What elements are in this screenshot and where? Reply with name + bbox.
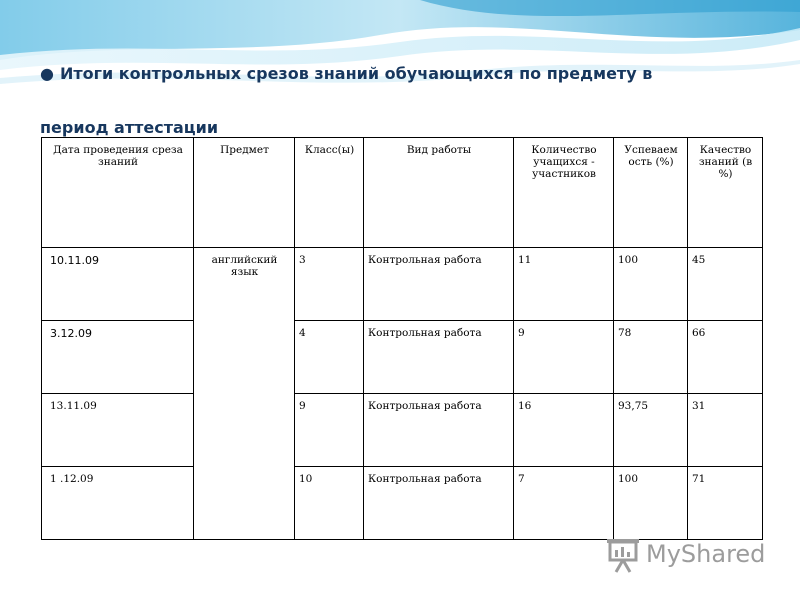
cell-date: 10.11.09 [42,248,194,321]
header-quality: Качество знаний (в %) [688,138,763,248]
cell-success-rate: 78 [614,321,688,394]
cell-date: 3.12.09 [42,321,194,394]
cell-quality: 66 [688,321,763,394]
table-row [42,321,763,394]
cell-work-type: Контрольная работа [364,394,514,467]
header-date: Дата проведения среза знаний [42,138,194,248]
header-wave-decoration [0,0,800,100]
cell-class: 10 [295,467,364,540]
cell-class: 9 [295,394,364,467]
cell-class: 3 [295,248,364,321]
cell-success-rate: 93,75 [614,394,688,467]
header-class: Класс(ы) [295,138,364,248]
header-subject: Предмет [194,138,295,248]
header-success-rate: Успеваем ость (%) [614,138,688,248]
cell-participants: 16 [514,394,614,467]
table-row [42,394,763,467]
cell-success-rate: 100 [614,467,688,540]
header-participants: Количество учащихся - участников [514,138,614,248]
table-header-row [42,138,763,248]
cell-participants: 11 [514,248,614,321]
cell-class: 4 [295,321,364,394]
table-row [42,248,763,321]
bullet-icon: ● [40,64,54,83]
cell-date: 13.11.09 [42,394,194,467]
watermark-text: MyShared [646,540,766,568]
cell-success-rate: 100 [614,248,688,321]
cell-date: 1 .12.09 [42,467,194,540]
title-text-line1: Итоги контрольных срезов знаний обучающихся по предмету в [59,64,653,83]
results-table [41,137,763,540]
cell-work-type: Контрольная работа [364,321,514,394]
slide-title-line2: период аттестации [40,118,219,137]
watermark [606,538,766,574]
cell-quality: 45 [688,248,763,321]
cell-participants: 7 [514,467,614,540]
slide-title-line1 [40,64,652,83]
presentation-board-icon [606,538,640,574]
cell-participants: 9 [514,321,614,394]
table-row [42,467,763,540]
header-work-type: Вид работы [364,138,514,248]
cell-work-type: Контрольная работа [364,248,514,321]
cell-subject: английский язык [194,248,295,540]
cell-quality: 31 [688,394,763,467]
cell-work-type: Контрольная работа [364,467,514,540]
cell-quality: 71 [688,467,763,540]
